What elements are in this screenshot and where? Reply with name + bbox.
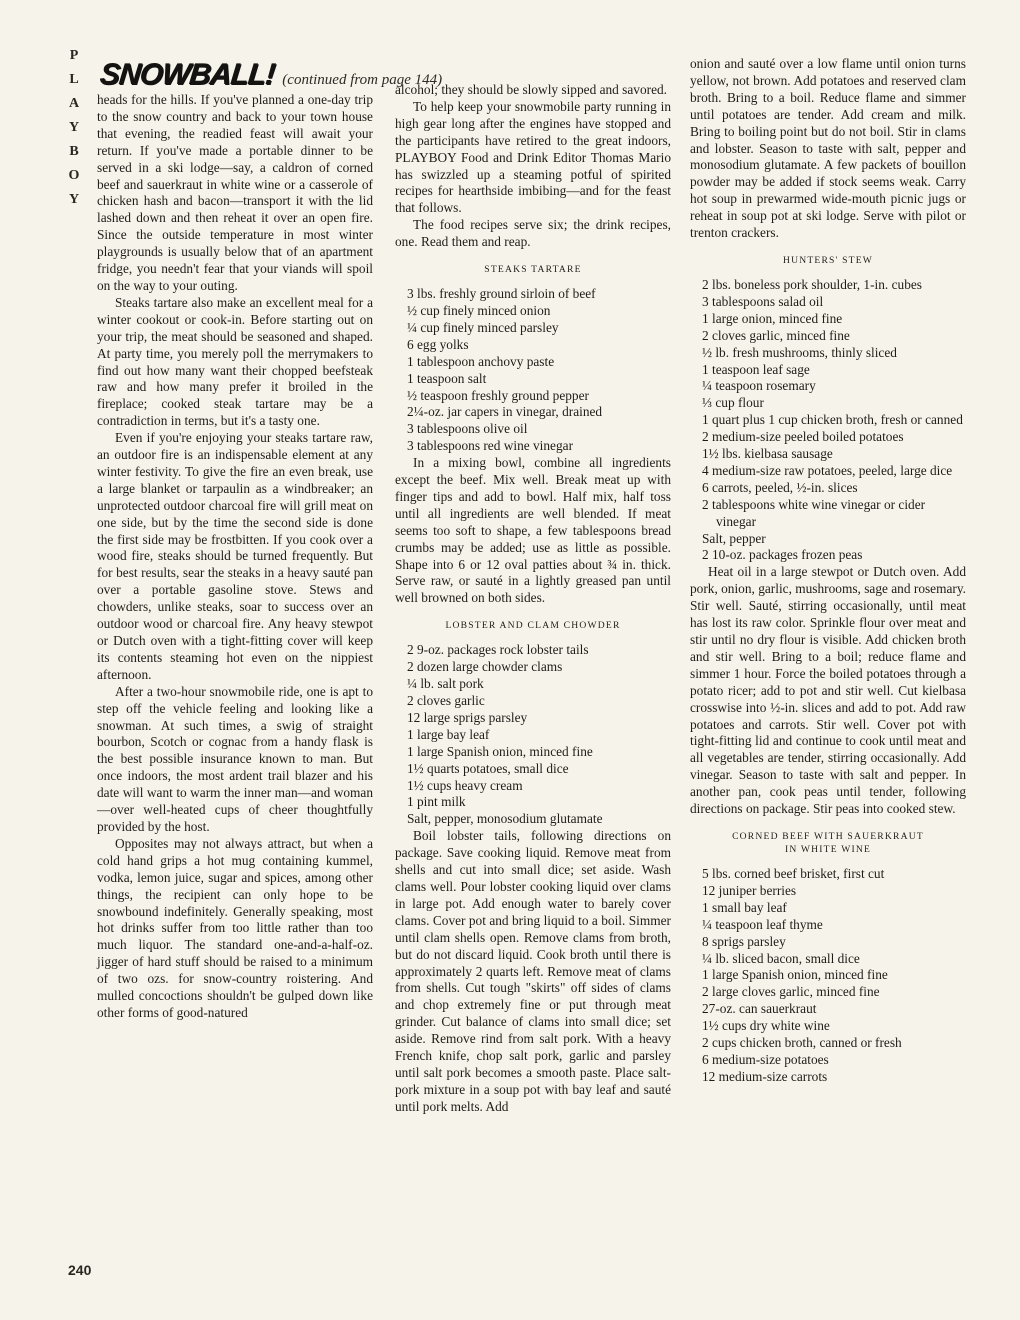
ingredient-item: ½ lb. fresh mushrooms, thinly sliced [702,344,897,360]
ingredient-item: Salt, pepper, monosodium glutamate [407,811,603,827]
ingredient-item: 1 large onion, minced fine [702,310,843,326]
body-paragraph: Opposites may not always attract, but when a cold hand grips a hot mug containing kummel, vodka, lemon juice, sugar and spices, among other things, the recipient can only hope to be snowbound indefinitely. Generally speaking, most hot drinks suffer from too little rather than too much liquor. The standard one-and-a-half-oz. jigger of hard stuff should be raised to a minimum of two ozs. for snow-country roistering. And mulled concoctions shouldn't be gulped down like other forms of good-natured [97,835,373,1020]
ingredient-item: ¼ lb. salt pork [407,676,484,692]
running-head-letter: A [68,96,80,111]
ingredient-item: 3 tablespoons salad oil [702,293,824,309]
ingredient-item: 3 lbs. freshly ground sirloin of beef [407,286,596,302]
ingredient-item: 1½ cups heavy cream [407,777,523,793]
ingredient-list-hunters-stew [690,277,966,564]
ingredient-item: 1½ lbs. kielbasa sausage [702,446,833,462]
running-head [64,44,84,212]
ingredient-item: ½ cup finely minced onion [407,302,551,318]
ingredient-item: 6 egg yolks [407,336,469,352]
ingredient-item: 8 sprigs parsley [702,933,786,949]
body-paragraph: The food recipes serve six; the drink recipes, one. Read them and reap. [395,217,671,250]
recipe-method: In a mixing bowl, combine all ingredients except the beef. Mix well. Break meat up with finger tips and add to bowl. Half mix, half toss until all ingredients are well blended. If meat seems too soft to shape, a few tablespoons bread crumbs may be added; use as little as possible. Shape into 6 or 12 oval patties about ¾ in. thick. Serve raw, or sauté in a lightly greased pan until well browned on both sides. [395,455,671,606]
ingredient-list-corned-beef [690,866,966,1086]
ingredient-item: 3 tablespoons red wine vinegar [407,438,574,454]
ingredient-item: 2¼-oz. jar capers in vinegar, drained [407,404,603,420]
ingredient-item: 6 carrots, peeled, ½-in. slices [702,479,858,495]
ingredient-item: 27-oz. can sauerkraut [702,1001,817,1017]
recipe-method: onion and sauté over a low flame until onion turns yellow, not brown. Add potatoes and reserved clam broth. Bring to a boil. Reduce flame and simmer until potatoes are tender. Add cream and milk. Bring to boiling point but do not boil. Stir in clams and lobster. Season to taste with salt, pepper and monosodium glutamate. A few packets of bouillon powder may be added if stock seems weak. Carry hot soup in prewarmed wide-mouth picnic jugs or reheat in soup pot at ski lodge. Serve with pilot or trenton crackers. [690,56,966,241]
ingredient-item: 2 medium-size peeled boiled potatoes [702,429,904,445]
recipe-heading-steaks-tartare: STEAKS TARTARE [484,264,582,276]
text-column-2 [395,82,671,1116]
ingredient-item: ¼ teaspoon leaf thyme [702,916,823,932]
text-column-3 [690,56,966,1086]
ingredient-item: 5 lbs. corned beef brisket, first cut [702,865,885,881]
ingredient-item: 2 tablespoons white wine vinegar or cider vinegar [702,496,926,529]
ingredient-item: 12 medium-size carrots [702,1068,828,1084]
page-number: 240 [68,1262,92,1278]
ingredient-item: 1 tablespoon anchovy paste [407,353,555,369]
recipe-heading-lobster-clam-chowder: LOBSTER AND CLAM CHOWDER [445,620,621,632]
body-paragraph: After a two-hour snowmobile ride, one is apt to step off the vehicle feeling and looking like a snowman. At such times, a swig of straight bourbon, Scotch or cognac from a handy flask is the best possible insurance known to man. But once indoors, the most ardent trail blazer and his date will want to warm the inner man—and woman—over well-heated cups of cheer thoughtfully provided by the host. [97,683,373,834]
ingredient-item: 1 large bay leaf [407,726,490,742]
title-logo: SNOWBALL! [98,58,277,91]
ingredient-item: 12 large sprigs parsley [407,709,528,725]
ingredient-item: 12 juniper berries [702,882,797,898]
recipe-heading-hunters-stew: HUNTERS' STEW [782,254,874,266]
recipe-method: Boil lobster tails, following directions on package. Save cooking liquid. Remove meat from shells and cut into small dice; set aside. Wash clams well. Pour lobster cooking liquid over clams in large pot. Add enough water to barely cover clams. Cover pot and bring liquid to a boil. Simmer until clam shells open. Remove clams from broth, but do not discard liquid. Cook broth until there is approximately 2 quarts left. Remove meat of clams from shells. Cut tough "skirts" off sides of clams and chop extremely fine or put through meat grinder. Cut balance of clams into small dice; set aside. Remove rind from salt pork. With a heavy French knife, chop salt pork, garlic and parsley until salt pork becomes a smooth paste. Place salt-pork mixture in a soup pot with bay leaf and sauté until pork melts. Add [395,828,671,1114]
ingredient-list-chowder [395,642,671,828]
ingredient-item: 1½ quarts potatoes, small dice [407,760,569,776]
ingredient-item: 2 dozen large chowder clams [407,659,563,675]
running-head-letter: B [69,144,79,159]
ingredient-item: 1 large Spanish onion, minced fine [407,743,593,759]
running-head-letter: Y [68,192,80,207]
running-head-letter: O [68,168,80,183]
body-paragraph: To help keep your snowmobile party running in high gear long after the engines have stopped and the participants have retired to the great indoors, PLAYBOY Food and Drink Editor Thomas Mario has swizzled up a steaming potful of spirited recipes for hearthside imbibing—and for the feast that follows. [395,98,671,216]
ingredient-item: ⅓ cup flour [702,395,764,411]
ingredient-item: 4 medium-size raw potatoes, peeled, large dice [702,462,953,478]
recipe-heading-corned-beef [690,830,966,856]
recipe-method: Heat oil in a large stewpot or Dutch oven. Add pork, onion, garlic, mushrooms, sage and rosemary. Stir well. Sauté, stirring occasionally, until meat has lost its raw color. Sprinkle flour over meat and stir until no dry flour is visible. Add chicken broth and stir well. Bring to a boil; reduce flame and simmer 1 hour. Force the boiled potatoes through a potato ricer; add to pot and stir well. Cut kielbasa crosswise into ½-in. slices and add to pot. Add raw potatoes and carrots. Stir well. Cover pot with tight-fitting lid and continue to cook until meat and all vegetables are tender, stirring occasionally. Add vinegar. Season to taste with salt and pepper. In another pan, cook peas until tender, following directions on package. Stir peas into cooked stew. [690,564,966,817]
ingredient-item: 2 lbs. boneless pork shoulder, 1-in. cubes [702,276,922,292]
ingredient-item: 2 10-oz. packages frozen peas [702,547,863,563]
running-head-letter: Y [68,120,80,135]
continued-note: (continued from page 144) [282,72,443,88]
ingredient-item: ¼ teaspoon rosemary [702,378,816,394]
text-column-1 [97,92,373,1022]
ingredient-item: ½ teaspoon freshly ground pepper [407,387,589,403]
ingredient-item: 2 cloves garlic [407,693,485,708]
ingredient-item: 1 teaspoon leaf sage [702,361,810,377]
ingredient-item: 1 large Spanish onion, minced fine [702,967,888,983]
ingredient-item: 2 large cloves garlic, minced fine [702,984,880,1000]
ingredient-item: ¼ lb. sliced bacon, small dice [702,950,860,966]
recipe-heading-line: CORNED BEEF WITH SAUERKRAUT [732,830,924,842]
body-paragraph: Even if you're enjoying your steaks tartare raw, an outdoor fire is an indispensable element at any winter festivity. To give the fire an even break, use a large blanket or tarpaulin as a windbreaker; an unprotected outdoor charcoal fire will grill meat on one side, but by the time the second side is done the first side may be frostbitten. If you cook over a wood fire, steaks should be turned frequently. But for best results, sear the steaks in a heavy sauté pan over a portable gasoline stove. Stews and chowders, unlike steaks, soar to success over an outdoor wood or charcoal fire. Any heavy stewpot or Dutch oven with a tight-fitting cover will keep its contents steaming hot even on the nippiest afternoon. [97,430,373,682]
ingredient-list-steaks-tartare [395,286,671,455]
running-head-letter: P [69,48,79,63]
ingredient-item: 3 tablespoons olive oil [407,421,528,437]
ingredient-item: 2 cups chicken broth, canned or fresh [702,1035,902,1051]
ingredient-item: 1 pint milk [407,794,466,810]
body-paragraph: alcohol; they should be slowly sipped and savored. [395,82,668,97]
body-paragraph: Steaks tartare also make an excellent meal for a winter cookout or cook-in. Before starting out on your trip, the meat should be seasoned and shaped. At party time, you merely poll the merrymakers to find out how many want their chopped beefsteak raw and how many prefer it broiled in the fireplace; cooked steak tartare may be a contradiction in terms, but it's a tasty one. [97,294,373,429]
running-head-letter: L [69,72,79,87]
ingredient-item: Salt, pepper [702,530,766,546]
ingredient-item: 2 9-oz. packages rock lobster tails [407,642,589,658]
ingredient-item: 6 medium-size potatoes [702,1051,829,1067]
ingredient-item: 2 cloves garlic, minced fine [702,327,850,343]
ingredient-item: 1 quart plus 1 cup chicken broth, fresh or canned [702,412,963,428]
ingredient-item: 1 teaspoon salt [407,370,487,386]
ingredient-item: 1½ cups dry white wine [702,1018,830,1034]
ingredient-item: 1 small bay leaf [702,899,787,915]
body-paragraph: heads for the hills. If you've planned a one-day trip to the snow country and back to your town house that evening, the readied feast will await your return. If you've made a portable dinner to be served in a ski lodge—say, a caldron of corned beef and sauerkraut in white wine or a casserole of chicken hash and bacon—transport it with the lid lashed down and then reheat it over an open fire. Since the outside temperature in most winter playgrounds is usually below that of an apartment fridge, you needn't fear that your viands will spoil on the way to your outing. [97,92,373,293]
ingredient-item: ¼ cup finely minced parsley [407,319,559,335]
article-title [100,58,442,94]
recipe-heading-line: IN WHITE WINE [784,843,872,855]
